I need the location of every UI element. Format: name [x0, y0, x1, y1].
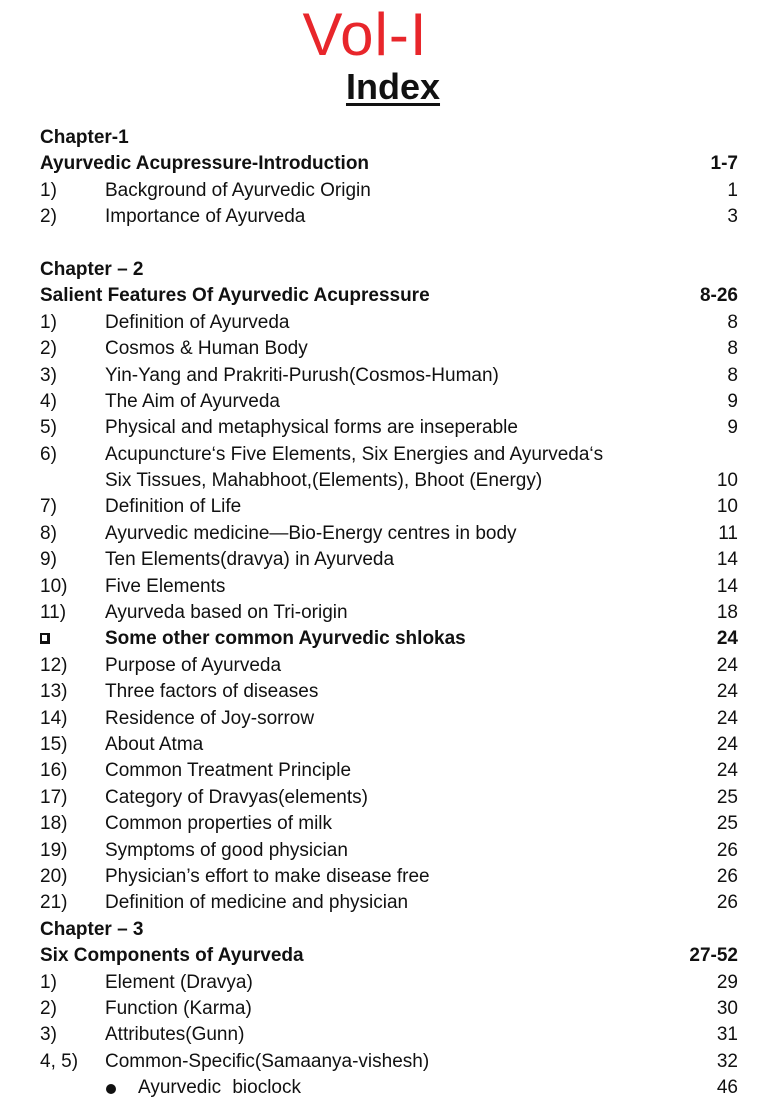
chapter-title: Ayurvedic Acupressure-Introduction	[40, 153, 370, 175]
toc-row	[0, 732, 780, 758]
toc-entry-title: Purpose of Ayurveda	[105, 654, 282, 676]
page-number: 14	[716, 575, 738, 597]
page-number: 10	[716, 496, 738, 518]
entry-number: 19)	[40, 839, 68, 861]
bullet-dot-icon	[106, 1084, 116, 1094]
toc-entry-title: Ten Elements(dravya) in Ayurveda	[105, 549, 395, 571]
page-number: 30	[716, 997, 738, 1019]
page-number: 31	[716, 1024, 738, 1046]
page-number: 25	[716, 786, 738, 808]
entry-number: 4)	[40, 390, 57, 412]
page-number: 9	[727, 390, 738, 412]
toc-entry-title: Physician’s effort to make disease free	[105, 865, 430, 887]
toc-entry-title: Cosmos & Human Body	[105, 338, 308, 360]
toc-row	[0, 943, 780, 969]
page-range: 8-26	[699, 285, 738, 307]
toc-entry-title: Category of Dravyas(elements)	[105, 786, 368, 808]
toc-row	[0, 151, 780, 177]
page-number: 1	[727, 179, 738, 201]
page-number: 26	[716, 892, 738, 914]
chapter-label: Chapter – 3	[40, 918, 144, 940]
entry-number: 1)	[40, 311, 57, 333]
entry-number: 9)	[40, 549, 57, 571]
toc-entry-title: Yin-Yang and Prakriti-Purush(Cosmos-Human)	[105, 364, 499, 386]
entry-number: 14)	[40, 707, 68, 729]
page-number: 24	[716, 654, 738, 676]
toc-row	[0, 363, 780, 389]
entry-number: 1)	[40, 971, 57, 993]
chapter-label: Chapter-1	[40, 127, 129, 148]
toc-entry-title: Five Elements	[105, 575, 226, 597]
page-number: 9	[727, 417, 738, 439]
toc-row	[0, 1049, 780, 1075]
toc-entry-title: Some other common Ayurvedic shlokas	[105, 628, 466, 650]
toc-entry-title: Ayurvedic medicine—Bio-Energy centres in body	[105, 522, 517, 544]
toc-row	[0, 494, 780, 520]
entry-number: 3)	[40, 1024, 57, 1046]
page-number: 8	[727, 364, 738, 386]
entry-number: 6)	[40, 443, 57, 465]
toc-entry-title: Common properties of milk	[105, 813, 333, 835]
page-number: 24	[716, 707, 738, 729]
toc-entry-title: Three factors of diseases	[105, 681, 319, 703]
toc-row	[0, 415, 780, 441]
toc-entry-title: Element (Dravya)	[105, 971, 253, 993]
chapter-title: Six Components of Ayurveda	[40, 945, 304, 967]
page-number: 29	[716, 971, 738, 993]
entry-number: 18)	[40, 813, 68, 835]
toc-row	[0, 204, 780, 230]
entry-number: 10)	[40, 575, 68, 597]
toc-entry-title: Six Tissues, Mahabhoot,(Elements), Bhoot (Energy)	[105, 470, 543, 492]
toc-row	[0, 970, 780, 996]
entry-number: 17)	[40, 786, 68, 808]
toc-entry-title: Physical and metaphysical forms are inseperable	[105, 417, 518, 439]
entry-number: 2)	[40, 338, 57, 360]
entry-number: 2)	[40, 206, 57, 228]
page-number: 26	[716, 865, 738, 887]
toc-row	[0, 1075, 780, 1101]
checkbox-square-icon	[40, 633, 50, 644]
toc-row	[0, 468, 780, 494]
toc-row	[0, 600, 780, 626]
toc-row	[0, 864, 780, 890]
toc-row	[0, 653, 780, 679]
page-number: 3	[727, 206, 738, 228]
toc-row	[0, 521, 780, 547]
page-number: 24	[716, 628, 738, 650]
entry-number: 11)	[40, 602, 67, 624]
volume-title: Vol-I	[302, 1, 428, 68]
entry-number: 12)	[40, 654, 68, 676]
toc-entry-title: Common Treatment Principle	[105, 760, 352, 782]
page-number: 24	[716, 760, 738, 782]
toc-entry-title: Importance of Ayurveda	[105, 206, 306, 228]
page-number: 24	[716, 733, 738, 755]
entry-number: 5)	[40, 417, 57, 439]
entry-number: 3)	[40, 364, 57, 386]
toc-row	[0, 917, 780, 943]
toc-entry-title: Residence of Joy-sorrow	[105, 707, 315, 729]
toc-row	[0, 758, 780, 784]
toc-row	[0, 310, 780, 336]
page-number: 18	[716, 602, 738, 624]
toc-row	[0, 785, 780, 811]
entry-number: 8)	[40, 522, 57, 544]
toc-entry-title: Attributes(Gunn)	[105, 1024, 245, 1046]
toc-row	[0, 125, 780, 151]
toc-row	[0, 996, 780, 1022]
page-number: 46	[716, 1077, 738, 1099]
toc-entry-title: Definition of Life	[105, 496, 242, 518]
toc-entry-title: About Atma	[105, 733, 204, 755]
toc-entry-title: Definition of medicine and physician	[105, 892, 409, 914]
page-number: 14	[716, 549, 738, 571]
page-number: 10	[716, 470, 738, 492]
page-range: 1-7	[710, 153, 738, 175]
table-of-contents	[0, 125, 780, 1101]
toc-entry-title: Background of Ayurvedic Origin	[105, 179, 371, 201]
page-number: 8	[727, 338, 738, 360]
toc-entry-title: Symptoms of good physician	[105, 839, 348, 861]
chapter-label: Chapter – 2	[40, 258, 144, 280]
page-number: 8	[727, 311, 738, 333]
toc-row	[0, 626, 780, 652]
entry-number: 15)	[40, 733, 68, 755]
toc-entry-title: Common-Specific(Samaanya-vishesh)	[105, 1050, 430, 1072]
page-number: 11	[718, 522, 738, 544]
entry-number: 4, 5)	[40, 1050, 79, 1072]
toc-entry-title: The Aim of Ayurveda	[105, 390, 280, 412]
page-range: 27-52	[689, 945, 738, 967]
toc-row	[0, 706, 780, 732]
entry-number: 21)	[40, 892, 68, 914]
chapter-title: Salient Features Of Ayurvedic Acupressure	[40, 285, 430, 307]
toc-row	[0, 389, 780, 415]
page-number: 32	[716, 1050, 738, 1072]
toc-row	[0, 1022, 780, 1048]
toc-entry-title: Acupuncture‘s Five Elements, Six Energies and Ayurveda‘s	[105, 443, 604, 465]
toc-gap	[0, 231, 780, 257]
page-number: 26	[716, 839, 738, 861]
entry-number: 2)	[40, 997, 57, 1019]
toc-row	[0, 679, 780, 705]
toc-entry-title: Function (Karma)	[105, 997, 252, 1019]
toc-row	[0, 283, 780, 309]
toc-row	[0, 574, 780, 600]
toc-row	[0, 890, 780, 916]
page-number: 25	[716, 813, 738, 835]
entry-number: 1)	[40, 179, 57, 201]
index-heading: Index	[345, 66, 441, 107]
toc-entry-title: Ayurveda based on Tri-origin	[105, 602, 348, 624]
toc-row	[0, 547, 780, 573]
page-number: 24	[716, 681, 738, 703]
toc-row	[0, 257, 780, 283]
toc-row	[0, 336, 780, 362]
toc-row	[0, 442, 780, 468]
entry-number: 7)	[40, 496, 57, 518]
toc-row	[0, 838, 780, 864]
entry-number: 20)	[40, 865, 68, 887]
toc-row	[0, 811, 780, 837]
toc-entry-title: Ayurvedic bioclock	[138, 1077, 302, 1099]
toc-row	[0, 178, 780, 204]
toc-entry-title: Definition of Ayurveda	[105, 311, 290, 333]
entry-number: 16)	[40, 760, 68, 782]
entry-number: 13)	[40, 681, 68, 703]
